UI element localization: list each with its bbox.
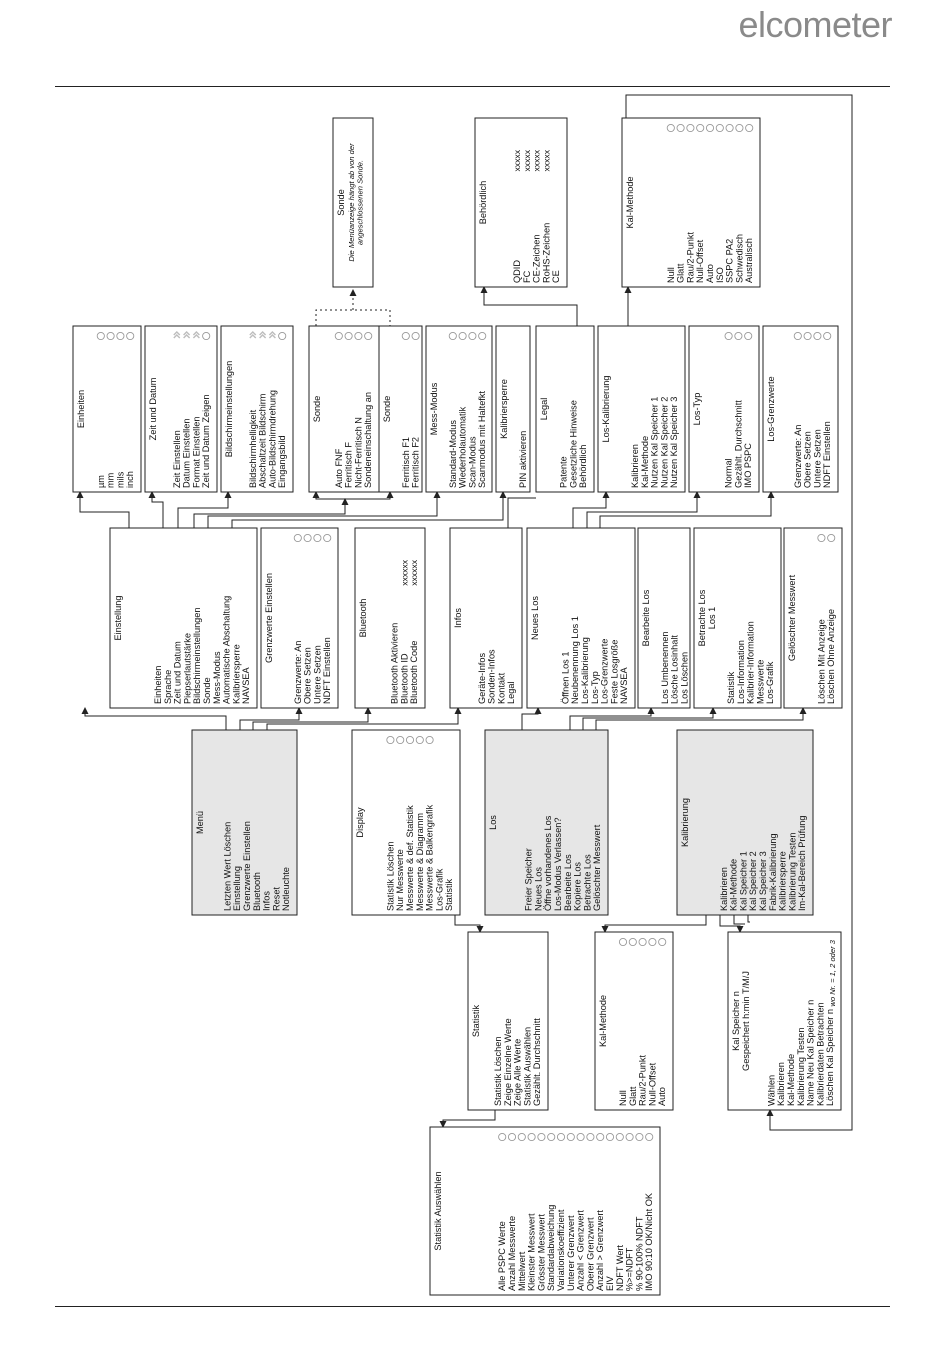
box-item[interactable]: EIV (605, 1276, 615, 1291)
box-value: xxxxxx (409, 560, 420, 586)
box-item[interactable]: Infos (261, 891, 272, 911)
box-item[interactable]: SSPC PA2 (724, 238, 735, 283)
box-item[interactable]: Mittelwert (516, 1251, 527, 1291)
box-item[interactable]: Bildschirmhelligkeit (247, 409, 258, 488)
box-item[interactable]: Auto (705, 264, 715, 283)
box-item[interactable]: Nur Messwerte (395, 849, 406, 911)
box-kalsperre (496, 326, 530, 492)
box-title: Los-Kalibrierung (601, 375, 611, 443)
box-legal (536, 326, 594, 492)
box-item[interactable]: µm (95, 475, 106, 488)
box-item[interactable]: Zeit und Datum Zeigen (201, 394, 212, 488)
box-item[interactable]: FC (521, 270, 532, 283)
box-item[interactable]: Grenzwerte Einstellen (242, 821, 252, 911)
box-item[interactable]: Anzahl < Grenzwert (575, 1210, 586, 1291)
box-sonde2 (379, 326, 422, 492)
box-title: Los-Grenzwerte (766, 376, 776, 442)
box-lostyp (689, 326, 759, 492)
box-item[interactable]: Scan-Modus (467, 436, 478, 488)
box-item[interactable]: inch (125, 471, 136, 488)
box-item[interactable]: Schwedisch (734, 233, 745, 283)
box-title: Sonde (382, 395, 392, 423)
box-value: xxxxx (531, 150, 542, 172)
box-item[interactable]: Kalibrieren (776, 1062, 787, 1106)
box-item[interactable]: Sprache (162, 669, 173, 704)
box-item[interactable]: Los-Typ (589, 671, 600, 704)
box-item[interactable]: NAVSEA (241, 667, 252, 704)
box-item[interactable]: PIN aktivieren (517, 430, 528, 488)
box-item[interactable]: Untere Setzen (312, 645, 323, 704)
box-item[interactable]: Messwerte & Balkengrafik (424, 804, 435, 911)
box-item[interactable]: Anzahl > Grenzwert (595, 1210, 606, 1291)
box-item[interactable]: Nutzen Kal Speicher 3 (669, 396, 680, 488)
box-statistik (468, 932, 548, 1110)
box-item[interactable]: Null (618, 1090, 628, 1106)
box-item[interactable]: Abschaltzeit Bildschirm (257, 393, 268, 488)
box-item[interactable]: Zeige Alle Werte (512, 1038, 523, 1106)
box-item[interactable]: Freier Speicher (523, 848, 534, 911)
box-item[interactable]: Neubenennung Los 1 (570, 616, 581, 704)
box-item[interactable]: Patente (558, 456, 569, 488)
box-item[interactable]: Kal-Methode (639, 435, 650, 488)
box-item[interactable]: Grösster Messwert (536, 1213, 547, 1291)
box-item[interactable]: Bildschirmeinstellungen (192, 607, 203, 704)
box-item[interactable]: Kal Speicher 3 (758, 851, 768, 911)
box-item[interactable]: Bluetooth Code (409, 640, 420, 704)
box-sonde1 (309, 326, 379, 492)
box-kalspeicher (728, 932, 841, 1110)
box-item[interactable]: Messwerte (755, 659, 766, 704)
box-item[interactable]: Los-Grenzwerte (599, 638, 610, 704)
boxes-layer (73, 118, 842, 1295)
box-title: Gespeichert h:min T/M/J (740, 971, 751, 1071)
box-item[interactable]: Grenzwerte: An (792, 424, 803, 488)
box-item[interactable]: Einheiten (153, 665, 163, 704)
box-item[interactable]: Auto (657, 1087, 668, 1106)
box-item[interactable]: Kalibrierdaten Betrachten (815, 1002, 826, 1106)
box-value: xxxxx (521, 150, 532, 172)
box-item[interactable]: Kopiere Los (572, 861, 583, 911)
box-item[interactable]: Automatische Abschaltung (221, 595, 232, 704)
box-note: Die Menüanzeige hängt ab von der (346, 143, 356, 262)
box-item[interactable]: Kalibrieren (718, 867, 729, 911)
box-loskal (598, 326, 685, 492)
box-menu (192, 730, 297, 915)
box-item[interactable]: Messwerte & Diagramm (414, 812, 425, 911)
box-item[interactable]: Bluetooth (251, 872, 262, 911)
box-value: xxxxx (541, 150, 552, 172)
box-title: Sonde (336, 189, 346, 216)
box-item[interactable]: Wählen (766, 1074, 777, 1106)
box-item[interactable]: Los-Modus Verlassen? (553, 817, 563, 911)
box-item[interactable]: Standard-Modus (447, 420, 458, 488)
box-bearbeite (638, 528, 690, 708)
box-item[interactable]: Wiederholautomatik (457, 406, 468, 488)
box-title: Los (488, 815, 498, 830)
box-item[interactable]: Kleinster Messwert (526, 1213, 537, 1291)
box-kalibrierung (677, 730, 813, 915)
box-title: Grenzwerte Einstellen (264, 573, 274, 663)
box-item[interactable]: Kontakt (496, 672, 507, 704)
box-item[interactable]: Format Einstellen (191, 416, 202, 488)
box-losgrenz (763, 326, 838, 492)
box-los (485, 730, 608, 915)
box-item[interactable]: Kal-Methode (786, 1053, 796, 1106)
box-item[interactable]: Nutzen Kal Speicher 2 (659, 396, 670, 488)
box-sondeinfo (333, 118, 373, 287)
box-item[interactable]: Messwerte & def. Statistik (405, 805, 415, 911)
box-item[interactable]: Legal (506, 681, 517, 704)
box-item[interactable]: Kalibrieren (630, 444, 640, 488)
box-betrachte (694, 528, 781, 708)
box-item[interactable]: Los Löschen (679, 651, 690, 704)
box-kalmethode (622, 118, 760, 287)
box-item[interactable]: Feste Losgröße (609, 639, 620, 704)
box-einheiten (73, 326, 141, 492)
box-item[interactable]: CE (551, 270, 562, 283)
box-item[interactable]: Los Umbenennen (659, 631, 670, 704)
box-item[interactable]: Normal (723, 458, 734, 488)
box-item[interactable]: Glatt (675, 263, 686, 283)
box-item[interactable]: IMO PSPC (743, 443, 754, 488)
box-item[interactable]: Name Neu Kal Speicher n (805, 999, 816, 1106)
box-item[interactable]: Los-Grafik (434, 868, 445, 911)
box-item[interactable]: Mess-Modus (211, 651, 222, 704)
box-item[interactable]: Obere Setzen (802, 431, 813, 488)
box-item[interactable]: Piepserlautstärke (182, 633, 193, 704)
box-item[interactable]: Bluetooth ID (399, 653, 410, 704)
box-item[interactable]: Los-Information (735, 640, 746, 704)
box-statauswahl (430, 1127, 660, 1295)
box-item[interactable]: Gelöschter Messwert (592, 824, 603, 911)
box-kalmethode2 (595, 932, 673, 1110)
box-item[interactable]: Null-Offset (647, 1062, 658, 1106)
box-item[interactable]: Zeit und Datum (172, 641, 183, 704)
box-item[interactable]: Kalibrier-Information (745, 621, 756, 704)
box-title: Bearbeite Los (641, 589, 651, 647)
box-item[interactable]: % 90-100% NDFT (634, 1216, 645, 1291)
box-item[interactable]: ISO (714, 267, 725, 283)
box-item[interactable]: Los-Kalibrierung (580, 637, 590, 704)
box-item[interactable]: Untere Setzen (812, 429, 823, 488)
box-item[interactable]: Alle PSPC Werte (497, 1221, 508, 1291)
box-title: Los-Typ (692, 392, 702, 426)
box-item[interactable]: Fabrik-Kalibrierung (767, 833, 778, 911)
box-item[interactable]: Kalibrierung Testen (787, 832, 798, 911)
elcometer-logo: elcometer (738, 4, 892, 45)
box-bildschirm (221, 326, 293, 492)
box-item[interactable]: Unterer Grenzwert (565, 1215, 576, 1291)
box-item[interactable]: Lösche Losinhalt (669, 635, 680, 704)
box-item[interactable]: Behördlich (578, 444, 589, 488)
box-item[interactable]: Gesetzliche Hinweise (568, 400, 579, 488)
box-item[interactable]: Glatt (627, 1086, 638, 1106)
box-title: Kal-Methode (598, 994, 608, 1048)
box-item[interactable]: Null (665, 267, 676, 283)
box-title: Neues Los (530, 596, 540, 640)
box-value: xxxxxx (399, 560, 410, 586)
box-item[interactable]: Bearbeite Los (562, 854, 573, 911)
box-item[interactable]: Neues Los (533, 867, 544, 911)
box-item[interactable]: Los-Grafik (765, 661, 776, 704)
box-item[interactable]: RoHS-Zeichen (541, 222, 552, 283)
box-title: Los 1 (706, 606, 717, 630)
box-item[interactable]: Rau/2-Punkt (637, 1054, 648, 1106)
box-item[interactable]: CE-Zeichen (531, 234, 542, 283)
box-title: Gelöschter Messwert (787, 574, 797, 662)
box-item[interactable]: Oberer Grenzwert (585, 1217, 596, 1291)
box-item[interactable]: Nutzen Kal Speicher 1 (649, 396, 660, 488)
box-item[interactable]: Kalibriersperre (231, 644, 242, 704)
footnote: wo Nr. = 1, 2 oder 3 (828, 940, 837, 1007)
box-messmodus (426, 326, 492, 492)
box-zeit (145, 326, 217, 492)
box-item[interactable]: Bluetooth Aktivieren (389, 622, 400, 704)
box-item[interactable]: mm (105, 472, 116, 488)
box-item[interactable]: Grenzwerte: An (292, 640, 303, 704)
box-item[interactable]: Öffnen Los 1 (560, 651, 571, 704)
box-item[interactable]: %>=NDFT (624, 1247, 635, 1291)
box-title: Kalibriersperre (499, 379, 509, 439)
box-item[interactable]: mils (115, 471, 126, 488)
box-item[interactable]: Kal Speicher 1 (738, 851, 749, 911)
box-title: Infos (453, 608, 463, 628)
box-title: Kal-Methode (625, 176, 635, 229)
box-title: Bildschirmeinstellungen (224, 360, 234, 458)
box-display (352, 730, 460, 915)
box-item[interactable]: Zeit Einstellen (171, 430, 182, 488)
box-item[interactable]: Geräte-Infos (476, 652, 487, 704)
box-item[interactable]: Nicht-Ferritisch N (353, 417, 364, 488)
box-item[interactable]: Im-Kal-Bereich Prüfung (797, 815, 808, 911)
box-title: Statistik Auswählen (433, 1171, 443, 1251)
box-neueslos (527, 528, 635, 708)
box-title: Menü (195, 811, 205, 834)
box-item[interactable]: QDID (512, 260, 522, 283)
box-item[interactable]: Standardabweichung (546, 1204, 557, 1291)
box-item[interactable]: NDFT Einstellen (822, 421, 833, 488)
box-item[interactable]: Löschen Mit Anzeige (816, 619, 827, 704)
box-item[interactable]: Auto FNF (333, 448, 344, 488)
box-item[interactable]: Reset (271, 886, 282, 911)
box-title: Zeit und Datum (148, 377, 158, 441)
box-item[interactable]: Eingangsbild (277, 435, 288, 488)
box-item[interactable]: Sondeneinschaltung an (363, 391, 374, 488)
box-item[interactable]: Statistik (444, 878, 455, 911)
box-item[interactable]: Scanmodus mit Haltefkt (477, 390, 488, 488)
box-item[interactable]: Einstellung (232, 866, 243, 911)
box-item[interactable]: Sonden-Infos (486, 649, 497, 704)
box-einstellung (110, 528, 257, 708)
box-title: Mess-Modus (429, 382, 439, 436)
box-item[interactable]: Kalibrierung Testen (795, 1027, 806, 1106)
box-behoerdlich (475, 118, 567, 287)
box-item[interactable]: Gezählt. Durchschnitt (532, 1018, 543, 1106)
box-title: Bluetooth (358, 598, 368, 638)
box-item[interactable]: NAVSEA (619, 667, 630, 704)
box-title: Legal (539, 397, 549, 421)
box-title: Statistik (471, 1004, 481, 1038)
box-value: xxxxx (512, 150, 522, 172)
box-item[interactable]: Ferritisch F1 (400, 436, 411, 488)
box-infos (450, 528, 522, 708)
box-item[interactable]: IMO 90:10 OK/Nicht OK (644, 1192, 655, 1291)
box-item[interactable]: Obere Setzen (302, 647, 313, 704)
box-item[interactable]: Statistik Löschen (493, 1036, 503, 1106)
box-item[interactable]: Anzahl Messwerte (507, 1215, 517, 1291)
box-item[interactable]: Kalibriersperre (777, 851, 788, 911)
box-title: Sonde (312, 395, 322, 423)
box-title: Kalibrierung (680, 797, 690, 848)
box-item[interactable]: Notleuchte (281, 867, 292, 911)
box-title: Betrachte Los (697, 589, 707, 647)
box-item[interactable]: Statistik Löschen (385, 841, 396, 911)
box-item[interactable]: Null-Offset (695, 239, 706, 283)
box-item[interactable]: NDFT Einstellen (322, 637, 333, 704)
box-item[interactable]: NDFT Wert (614, 1244, 625, 1291)
box-item[interactable]: Datum Einstellen (181, 418, 192, 488)
box-item[interactable]: Zeige Einzelne Werte (502, 1018, 513, 1106)
box-note: angeschlossenen Sonde. (355, 159, 365, 246)
box-title: Einheiten (76, 389, 86, 429)
box-item[interactable]: Löschen Kal Speicher n (825, 1008, 836, 1106)
box-item[interactable]: Letzten Wert Löschen (222, 821, 233, 911)
box-geloescht (784, 528, 842, 708)
box-item[interactable]: Kal Speicher 2 (748, 851, 759, 911)
box-item[interactable]: Ferritisch F (343, 442, 354, 488)
box-item[interactable]: Gezählt. Durchschnitt (733, 400, 744, 488)
box-item[interactable]: Auto-Bildschirmdrehung (267, 389, 278, 488)
box-item[interactable]: Betrachte Los (582, 854, 593, 911)
box-item[interactable]: Australisch (744, 238, 755, 283)
box-title: Kal Speicher n (731, 991, 741, 1051)
box-item[interactable]: Ferritisch F2 (410, 436, 421, 488)
box-title: Display (355, 807, 365, 838)
box-item[interactable]: Kal-Methode (728, 858, 739, 911)
box-item[interactable]: Statistik Auswählen (522, 1026, 533, 1106)
box-grenzwerte (261, 528, 338, 708)
box-bluetooth (355, 528, 425, 708)
box-title: Behördlich (478, 180, 488, 225)
box-item[interactable]: Löschen Ohne Anzeige (826, 608, 837, 704)
box-item[interactable]: Statistik (726, 671, 736, 704)
box-title: Einstellung (113, 595, 123, 641)
box-item[interactable]: Sonde (202, 677, 212, 704)
box-item[interactable]: Öffne vorhandenes Los (543, 815, 554, 911)
box-item[interactable]: Rau/2-Punkt (685, 231, 696, 283)
box-item[interactable]: Variationskoeffizient (556, 1209, 566, 1291)
